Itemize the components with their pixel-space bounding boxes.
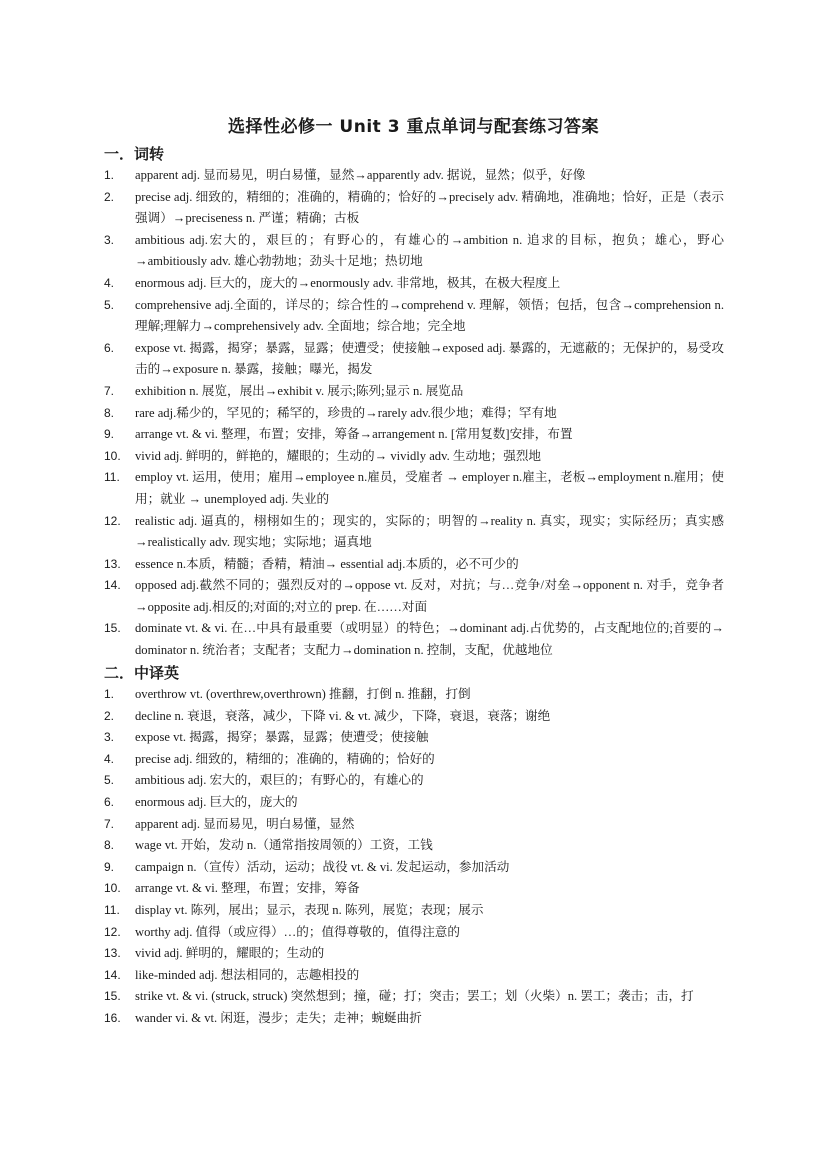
list-item: [104, 684, 724, 706]
item-text: realistic adj. 逼真的，栩栩如生的；现实的，实际的；明智的→reality n. 真实，现实；实际经历；真实感→realistically adv. 现实地；实际地；逼真地: [135, 513, 724, 550]
item-number: 3.: [104, 232, 115, 247]
item-text: ambitious adj. 宏大的，艰巨的；有野心的，有雄心的: [135, 773, 424, 788]
translation-list: [104, 684, 724, 1030]
item-number: 6.: [104, 340, 115, 355]
list-item: [104, 575, 724, 618]
list-item: [104, 857, 724, 879]
item-number: 7.: [104, 383, 115, 398]
item-number: 10.: [104, 448, 121, 463]
list-item: [104, 230, 724, 273]
item-number: 10.: [104, 881, 121, 896]
item-number: 12.: [104, 924, 121, 939]
list-item: [104, 295, 724, 338]
list-item: [104, 900, 724, 922]
page-title: 选择性必修一 Unit 3 重点单词与配套练习答案: [228, 117, 599, 137]
item-number: 4.: [104, 275, 115, 290]
list-item: [104, 273, 724, 295]
list-item: [104, 965, 724, 987]
section-heading-word-forms: 一．词转: [104, 145, 165, 163]
item-text: employ vt. 运用，使用；雇用→employee n.雇员，受雇者 → employer n.雇主，老板→employment n.雇用；使用；就业 → unemployed adj. 失业的: [135, 470, 724, 506]
item-text: precise adj. 细致的，精细的；准确的，精确的；恰好的: [135, 751, 435, 766]
item-number: 13.: [104, 556, 121, 571]
item-text: apparent adj. 显而易见，明白易懂，显然→apparently adv. 据说，显然；似乎，好像: [135, 168, 586, 182]
list-item: [104, 1008, 724, 1030]
item-text: essence n.本质，精髓；香精，精油→ essential adj.本质的，必不可少的: [135, 556, 519, 571]
item-number: 3.: [104, 730, 115, 745]
list-item: [104, 554, 724, 576]
list-item: [104, 943, 724, 965]
item-number: 11.: [104, 470, 120, 485]
item-text: opposed adj.截然不同的；强烈反对的→oppose vt. 反对，对抗；与…竞争/对垒→opponent n. 对手，竞争者→opposite adj.相反的;对面的;对立的 prep. 在……对面: [135, 578, 724, 614]
list-item: [104, 922, 724, 944]
item-number: 11.: [104, 902, 120, 917]
item-text: vivid adj. 鲜明的，鲜艳的，耀眼的；生动的→ vividly adv. 生动地；强烈地: [135, 448, 542, 463]
list-item: [104, 165, 724, 187]
list-item: [104, 618, 724, 661]
list-item: [104, 814, 724, 836]
word-forms-list: [104, 165, 724, 662]
item-text: decline n. 衰退，衰落，减少，下降 vi. & vt. 减少，下降，衰退，衰落；谢绝: [135, 708, 551, 723]
item-number: 5.: [104, 297, 115, 312]
item-text: worthy adj. 值得（或应得）…的；值得尊敬的，值得注意的: [135, 924, 460, 939]
list-item: [104, 727, 724, 749]
item-number: 1.: [104, 687, 115, 701]
list-item: [104, 187, 724, 230]
item-number: 8.: [104, 838, 115, 853]
item-text: enormous adj. 巨大的，庞大的: [135, 794, 298, 809]
item-text: display vt. 陈列，展出；显示，表现 n. 陈列，展览；表现；展示: [135, 902, 484, 917]
item-text: precise adj. 细致的，精细的；准确的，精确的；恰好的→precisely adv. 精确地，准确地；恰好，正是（表示强调）→preciseness n. 严谨；精确；古板: [135, 189, 724, 226]
list-item: [104, 986, 724, 1008]
list-item: [104, 749, 724, 771]
item-number: 15.: [104, 989, 121, 1004]
item-number: 4.: [104, 751, 115, 766]
list-item: [104, 424, 724, 446]
item-number: 9.: [104, 859, 115, 874]
item-text: wage vt. 开始，发动 n.（通常指按周领的）工资，工钱: [135, 838, 433, 853]
item-text: apparent adj. 显而易见，明白易懂，显然: [135, 816, 355, 831]
section-heading-translation: 二．中译英: [104, 664, 180, 682]
item-text: ambitious adj.宏大的，艰巨的；有野心的，有雄心的→ambition n. 追求的目标，抱负；雄心，野心→ambitiously adv. 雄心勃勃地；劲头十足地；热切地: [135, 232, 724, 269]
item-text: dominate vt. & vi. 在…中具有最重要（或明显）的特色；→dominant adj.占优势的，占支配地位的;首要的→ dominator n. 统治者；支配者；支配力→domination n. 控制，支配，优越地位: [135, 621, 724, 658]
item-number: 12.: [104, 513, 121, 528]
item-text: vivid adj. 鲜明的，耀眼的；生动的: [135, 946, 325, 961]
item-text: wander vi. & vt. 闲逛，漫步；走失；走神；蜿蜒曲折: [135, 1010, 422, 1025]
item-number: 14.: [104, 967, 121, 982]
item-number: 2.: [104, 708, 115, 723]
list-item: [104, 792, 724, 814]
list-item: [104, 511, 724, 554]
item-number: 5.: [104, 773, 115, 788]
item-text: like-minded adj. 想法相同的，志趣相投的: [135, 967, 360, 982]
list-item: [104, 770, 724, 792]
list-item: [104, 381, 724, 403]
list-item: [104, 446, 724, 468]
list-item: [104, 467, 724, 510]
item-number: 15.: [104, 621, 121, 636]
item-text: expose vt. 揭露，揭穿；暴露，显露；使遭受；使接触: [135, 730, 429, 745]
item-text: rare adj.稀少的，罕见的；稀罕的，珍贵的→rarely adv.很少地；难得；罕有地: [135, 405, 557, 420]
item-number: 6.: [104, 794, 115, 809]
item-number: 1.: [104, 168, 115, 182]
list-item: [104, 706, 724, 728]
list-item: [104, 878, 724, 900]
item-text: arrange vt. & vi. 整理，布置；安排，筹备→arrangement n. [常用复数]安排，布置: [135, 427, 573, 442]
item-number: 7.: [104, 816, 115, 831]
item-text: exhibition n. 展览，展出→exhibit v. 展示;陈列;显示 n. 展览品: [135, 383, 464, 398]
item-number: 16.: [104, 1010, 121, 1025]
item-text: strike vt. & vi. (struck, struck) 突然想到；撞，碰；打；突击；罢工；划（火柴）n. 罢工；袭击；击，打: [135, 989, 694, 1004]
item-number: 2.: [104, 189, 115, 204]
item-text: campaign n.（宣传）活动，运动；战役 vt. & vi. 发起运动，参加活动: [135, 859, 510, 874]
item-number: 14.: [104, 578, 121, 593]
item-text: arrange vt. & vi. 整理，布置；安排，筹备: [135, 881, 360, 896]
item-text: comprehensive adj.全面的，详尽的；综合性的→comprehend v. 理解，领悟；包括，包含→comprehension n.理解;理解力→comprehensively adv. 全面地；综合地；完全地: [135, 297, 724, 334]
item-number: 9.: [104, 427, 115, 442]
list-item: [104, 403, 724, 425]
list-item: [104, 835, 724, 857]
item-number: 13.: [104, 946, 121, 961]
item-text: overthrow vt. (overthrew,overthrown) 推翻，打倒 n. 推翻，打倒: [135, 687, 471, 701]
item-text: expose vt. 揭露，揭穿；暴露，显露；使遭受；使接触→exposed adj. 暴露的，无遮蔽的；无保护的，易受攻击的→exposure n. 暴露，接触；曝光，揭发: [135, 340, 724, 377]
item-number: 8.: [104, 405, 115, 420]
item-text: enormous adj. 巨大的，庞大的→enormously adv. 非常地，极其，在极大程度上: [135, 275, 561, 290]
list-item: [104, 338, 724, 381]
